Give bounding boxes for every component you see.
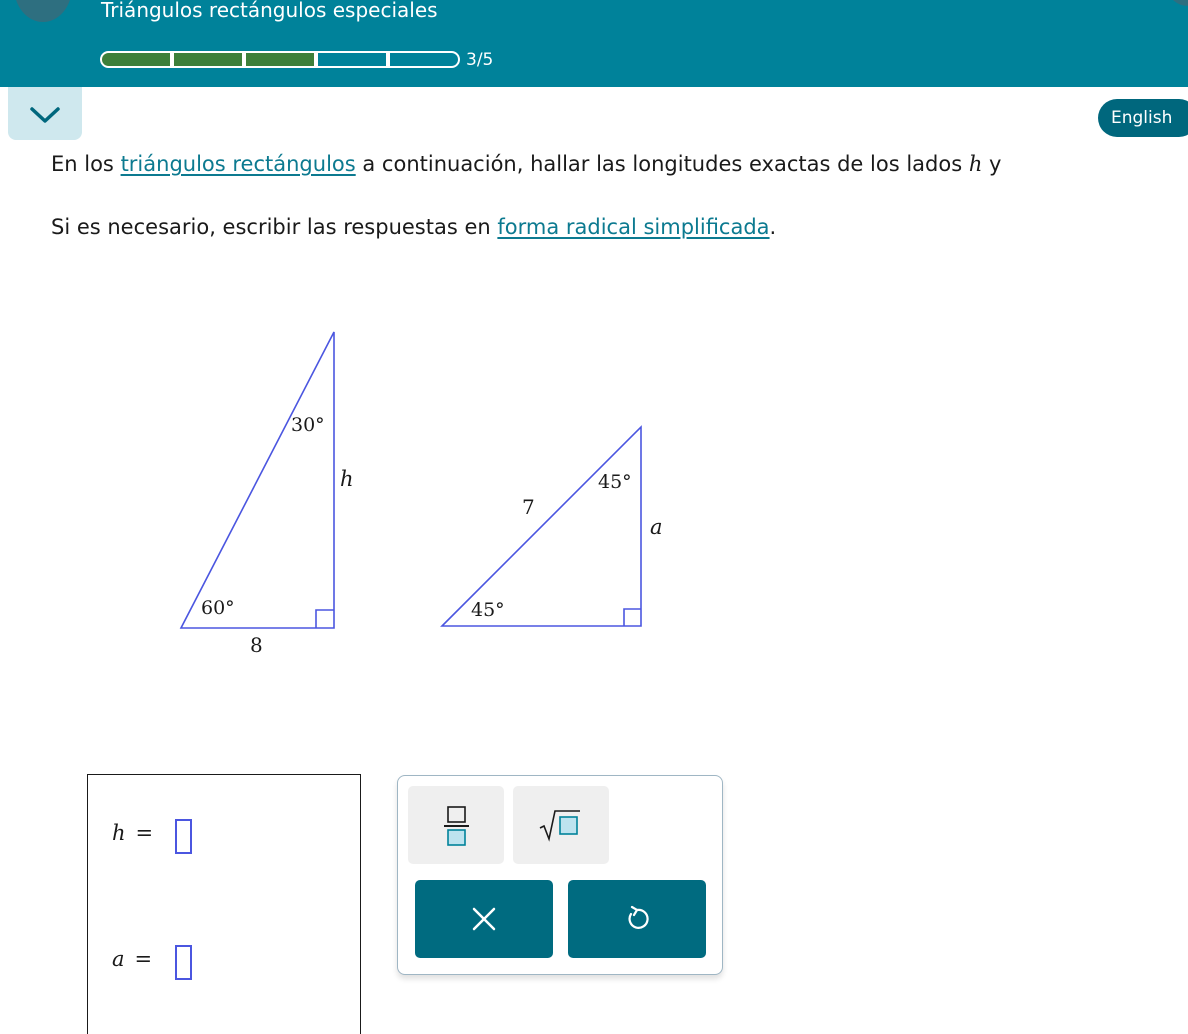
english-language-button[interactable]: English: [1098, 99, 1188, 137]
question-text: a continuación, hallar las longitudes exactas de los lados: [355, 152, 969, 176]
answer-row-a: [112, 947, 152, 971]
simplified-radical-link[interactable]: forma radical simplificada: [497, 215, 770, 239]
equals-sign: =: [134, 947, 153, 971]
equals-sign: =: [135, 821, 154, 845]
side-label-h: h: [340, 467, 354, 491]
progress-label: 3/5: [466, 50, 494, 70]
undo-icon: [622, 904, 652, 934]
answer-input-h[interactable]: [175, 819, 192, 854]
right-triangles-link[interactable]: triángulos rectángulos: [120, 152, 356, 176]
question-text: En los: [51, 152, 121, 176]
angle-label-45-top: 45°: [598, 471, 632, 493]
square-root-icon: [513, 786, 609, 864]
question-text: .: [769, 215, 777, 239]
fraction-button[interactable]: [408, 786, 504, 864]
side-label-8: 8: [250, 633, 263, 657]
page-title: Triángulos rectángulos especiales: [101, 0, 438, 22]
fraction-icon: [408, 786, 504, 864]
side-label-7: 7: [522, 495, 535, 519]
angle-label-45-bottom: 45°: [471, 599, 505, 621]
answer-row-h: [112, 821, 153, 845]
angle-label-30: 30°: [291, 414, 325, 436]
answer-var-a: a: [112, 947, 125, 971]
side-label-a: a: [650, 515, 663, 539]
answer-input-a[interactable]: [175, 945, 192, 980]
square-root-button[interactable]: [513, 786, 609, 864]
clear-button[interactable]: [415, 880, 553, 958]
math-tool-panel: [397, 775, 723, 975]
question-text: Si es necesario, escribir las respuestas en: [51, 215, 498, 239]
undo-button[interactable]: [568, 880, 706, 958]
variable-h: h: [968, 152, 983, 176]
triangle-45-45-90: [442, 427, 663, 626]
answer-area: [87, 774, 361, 1034]
answer-var-h: h: [112, 821, 126, 845]
angle-label-60: 60°: [201, 597, 235, 619]
close-icon: [469, 904, 499, 934]
triangle-30-60-90: [181, 332, 354, 657]
question-text: y: [982, 152, 1002, 176]
